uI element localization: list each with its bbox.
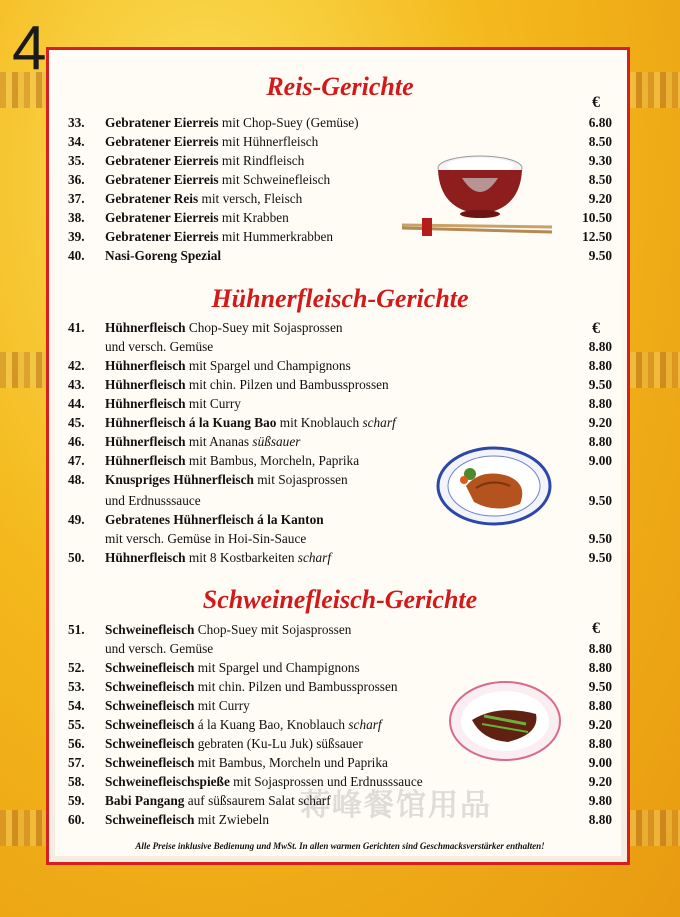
menu-item: 49. Gebratenes Hühnerfleisch á la Kanton [68,512,324,527]
menu-item: 45. Hühnerfleisch á la Kuang Bao mit Knoblauch scharf 9.20 [68,415,612,430]
menu-item: 43. Hühnerfleisch mit chin. Pilzen und Bambussprossen 9.50 [68,377,612,392]
menu-item: 34. Gebratener Eierreis mit Hühnerfleisch 8.50 [68,134,612,149]
currency-symbol: € [592,94,600,111]
menu-item: 47. Hühnerfleisch mit Bambus, Morcheln, Paprika 9.00 [68,453,612,468]
menu-item-continued: mit versch. Gemüse in Hoi-Sin-Sauce 9.50 [105,531,612,546]
menu-item: 37. Gebratener Reis mit versch, Fleisch 9.20 [68,191,612,206]
menu-item: 54. Schweinefleisch mit Curry 8.80 [68,698,612,713]
menu-item: 59. Babi Pangang auf süßsaurem Salat scharf 9.80 [68,793,612,808]
menu-item: 41. Hühnerfleisch Chop-Suey mit Sojasprossen [68,320,343,335]
menu-item-continued: und versch. Gemüse 8.80 [105,339,612,354]
menu-item: 38. Gebratener Eierreis mit Krabben 10.50 [68,210,612,225]
menu-item: 51. Schweinefleisch Chop-Suey mit Sojasprossen [68,622,352,637]
menu-item-continued: und versch. Gemüse 8.80 [105,641,612,656]
menu-item: 52. Schweinefleisch mit Spargel und Champignons 8.80 [68,660,612,675]
price-footnote: Alle Preise inklusive Bedienung und MwSt. In allen warmen Gerichten sind Geschmacksverstärker enthalten! [135,841,545,851]
menu-item: 48. Knuspriges Hühnerfleisch mit Sojasprossen [68,472,348,487]
menu-item: 56. Schweinefleisch gebraten (Ku-Lu Juk) süßsauer 8.80 [68,736,612,751]
menu-item-continued: und Erdnusssauce 9.50 [105,493,612,508]
menu-item: 42. Hühnerfleisch mit Spargel und Champignons 8.80 [68,358,612,373]
page-number: 4 [12,14,45,83]
menu-item: 53. Schweinefleisch mit chin. Pilzen und Bambussprossen 9.50 [68,679,612,694]
menu-item: 60. Schweinefleisch mit Zwiebeln 8.80 [68,812,612,827]
menu-item: 35. Gebratener Eierreis mit Rindfleisch 9.30 [68,153,612,168]
menu-item: 40. Nasi-Goreng Spezial 9.50 [68,248,612,263]
currency-symbol: € [592,320,600,337]
menu-item: 44. Hühnerfleisch mit Curry 8.80 [68,396,612,411]
menu-item: 39. Gebratener Eierreis mit Hummerkrabben 12.50 [68,229,612,244]
watermark: 蒋峰餐馆用品 [300,788,492,823]
section-title-huehnerfleisch: Hühnerfleisch-Gerichte [211,284,469,313]
menu-item: 57. Schweinefleisch mit Bambus, Morcheln und Paprika 9.00 [68,755,612,770]
section-title-schweinefleisch: Schweinefleisch-Gerichte [202,585,478,614]
currency-symbol: € [592,620,600,637]
menu-item: 33. Gebratener Eierreis mit Chop-Suey (Gemüse) 6.80 [68,115,612,130]
menu-item: 50. Hühnerfleisch mit 8 Kostbarkeiten scharf 9.50 [68,550,612,565]
section-title-reis: Reis-Gerichte [266,72,414,101]
menu-item: 55. Schweinefleisch á la Kuang Bao, Knoblauch scharf 9.20 [68,717,612,732]
menu-item: 58. Schweinefleischspieße mit Sojasprossen und Erdnusssauce 9.20 [68,774,612,789]
menu-item: 36. Gebratener Eierreis mit Schweinefleisch 8.50 [68,172,612,187]
menu-item: 46. Hühnerfleisch mit Ananas süßsauer 8.80 [68,434,612,449]
